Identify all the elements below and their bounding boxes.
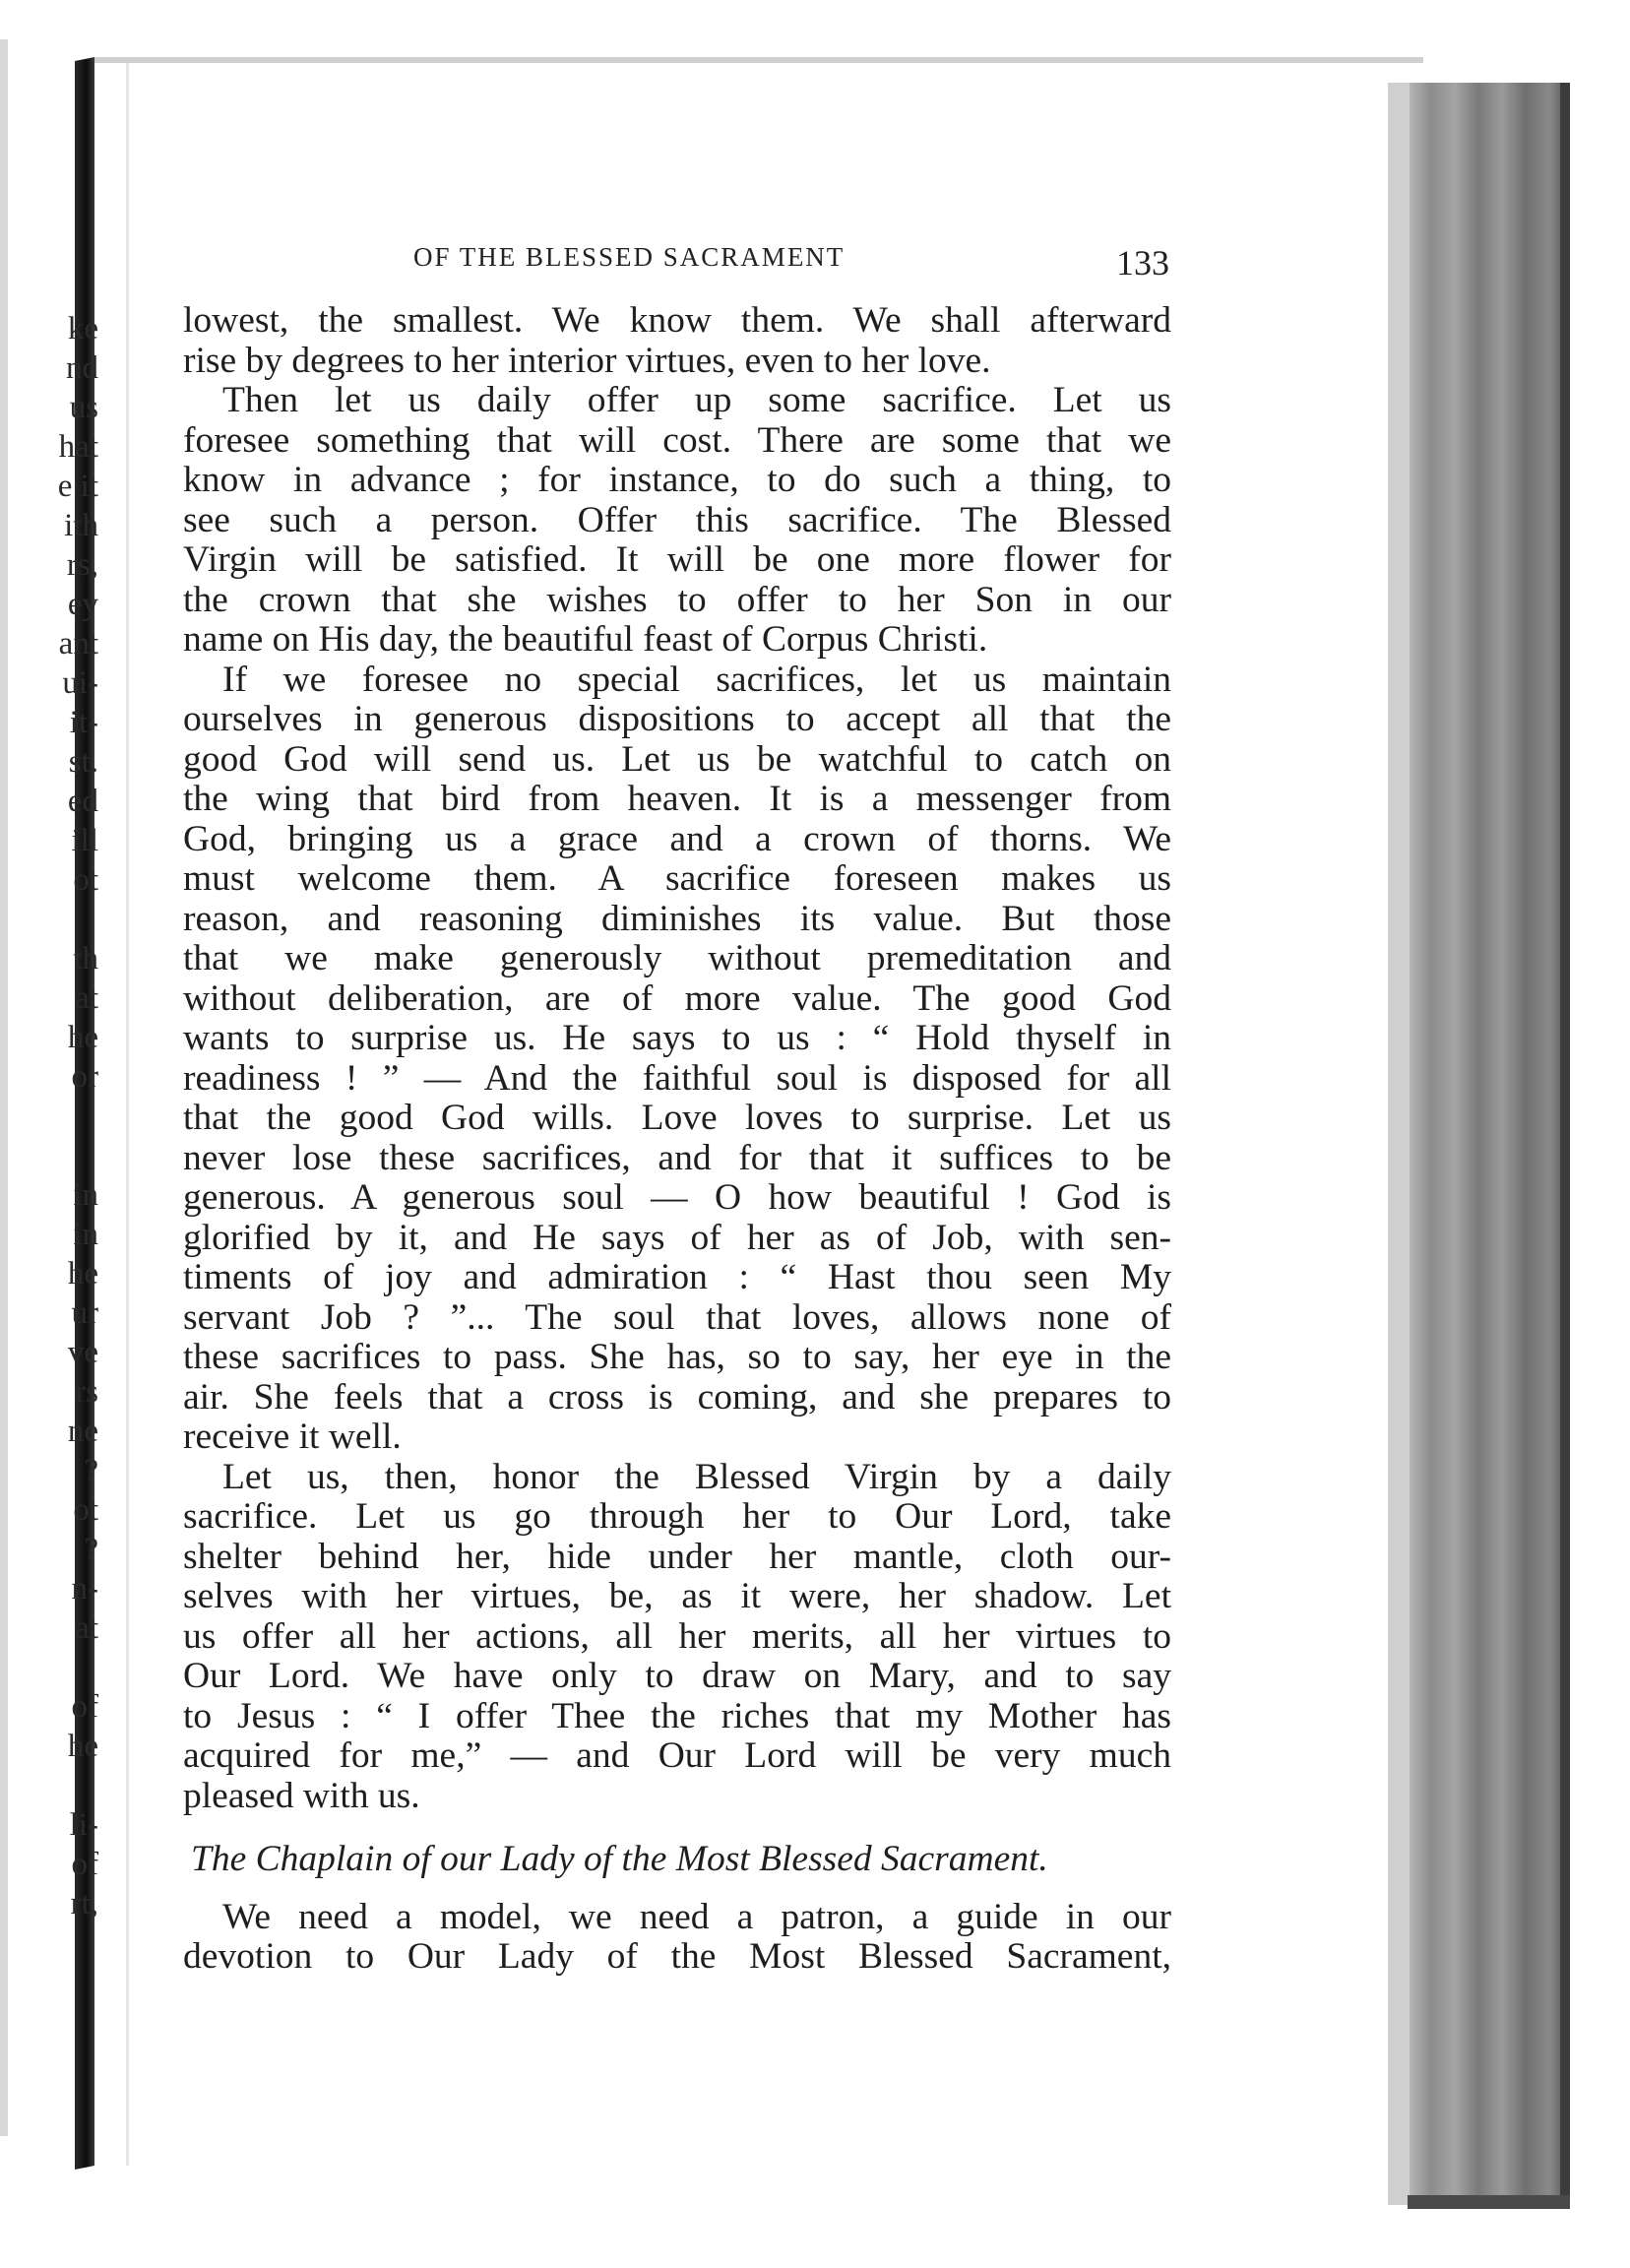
body-text: [183, 301, 1171, 1978]
text-line: acquired for me,” — and Our Lord will be very much: [183, 1736, 1171, 1776]
left-page-fragment: th: [73, 941, 98, 976]
left-page-fragment: n-: [71, 1571, 98, 1606]
left-page-fragment: ne: [67, 1414, 98, 1449]
paragraph-2: [183, 381, 1171, 661]
left-page-fragment: ur: [71, 1295, 98, 1331]
text-line: We need a model, we need a patron, a guide in our: [222, 1897, 1171, 1937]
paragraph-3: [183, 661, 1171, 1458]
left-page-fragment: li-: [69, 1807, 98, 1843]
text-line: to Jesus : “ I offer Thee the riches that my Mother has: [183, 1696, 1171, 1736]
page-number: 133: [1116, 243, 1169, 283]
left-page-fragment: of: [71, 1847, 98, 1882]
text-line: sacrifice. Let us go through her to Our Lord, take: [183, 1497, 1171, 1537]
text-line: the crown that she wishes to offer to her Son in our: [183, 580, 1171, 620]
text-line: reason, and reasoning diminishes its value. But those: [183, 899, 1171, 939]
text-line: readiness ! ” — And the faithful soul is disposed for all: [183, 1058, 1171, 1099]
text-line: timents of joy and admiration : “ Hast thou seen My: [183, 1258, 1171, 1297]
left-page-fragment: he: [67, 1256, 98, 1292]
text-line: ourselves in generous dispositions to accept all that the: [183, 700, 1171, 739]
left-page-fragment: it-: [69, 705, 98, 740]
paragraph-5: [183, 1898, 1171, 1978]
text-line: that we make generously without premeditation and: [183, 939, 1171, 978]
left-page-fragment: or: [71, 1059, 98, 1095]
page-top-border: [94, 57, 1423, 63]
left-page-fragment: ve: [67, 1335, 98, 1370]
left-page-fragment: ui-: [62, 665, 98, 701]
page-stack-dark-edge: [1560, 83, 1570, 2205]
text-line: Let us, then, honor the Blessed Virgin by a daily: [222, 1457, 1171, 1497]
left-page-fragment: ot: [73, 862, 98, 898]
page-stack-bottom: [1408, 2195, 1570, 2209]
text-line: shelter behind her, hide under her mantle, cloth our-: [183, 1537, 1171, 1577]
text-line: without deliberation, are of more value. The good God: [183, 978, 1171, 1019]
left-page-fragment: in: [73, 1217, 98, 1252]
left-page-fragment: ?: [84, 1532, 98, 1567]
text-line: us offer all her actions, all her merits, all her virtues to: [183, 1616, 1171, 1657]
text-line: God, bringing us a grace and a crown of thorns. We: [183, 819, 1171, 859]
left-page-fragment: hat: [58, 429, 98, 465]
text-line: generous. A generous soul — O how beautiful ! God is: [183, 1178, 1171, 1218]
text-line: If we foresee no special sacrifices, let us maintain: [222, 660, 1171, 700]
text-line: glorified by it, and He says of her as of Job, with sen-: [183, 1218, 1171, 1258]
left-page-fragment: rt,: [70, 1886, 98, 1922]
left-page-fragment: st.: [68, 744, 98, 780]
text-line: that the good God wills. Love loves to surprise. Let us: [183, 1099, 1171, 1138]
page-stack-edge: [1408, 83, 1565, 2205]
text-line: Our Lord. We have only to draw on Mary, and to say: [183, 1657, 1171, 1696]
text-line: these sacrifices to pass. She has, so to say, her eye in the: [183, 1338, 1171, 1377]
left-page-fragment: he: [67, 1020, 98, 1055]
left-page-fragment: us: [69, 390, 98, 425]
left-page-fragment: at: [75, 1610, 98, 1646]
left-page-fragment: ey: [67, 587, 98, 622]
left-page-fragment: of: [71, 1689, 98, 1725]
left-page-fragment: e it: [57, 469, 98, 504]
text-line: selves with her virtues, be, as it were, her shadow. Let: [183, 1577, 1171, 1616]
gutter-line: [126, 63, 129, 2166]
text-line: servant Job ? ”... The soul that loves, allows none of: [183, 1297, 1171, 1338]
text-line: rise by degrees to her interior virtues, even to her love.: [183, 341, 991, 381]
left-page-fragment: he: [67, 1729, 98, 1764]
left-page-fragment: nd: [66, 350, 98, 386]
text-line: lowest, the smallest. We know them. We shall afterward: [183, 301, 1171, 341]
text-line: pleased with us.: [183, 1776, 420, 1816]
left-page-fragment: at: [75, 980, 98, 1016]
left-page-fragment: ill: [71, 823, 98, 858]
text-line: Virgin will be satisfied. It will be one more flower for: [183, 540, 1171, 580]
text-line: air. She feels that a cross is coming, and she prepares to: [183, 1377, 1171, 1418]
left-page-fragments: [0, 0, 108, 2268]
left-page-fragment: ed: [67, 784, 98, 819]
left-page-fragment: ?: [84, 1453, 98, 1488]
page-stack-shadow: [1388, 83, 1410, 2205]
text-line: Then let us daily offer up some sacrifice. Let us: [222, 381, 1171, 420]
text-line: see such a person. Offer this sacrifice. The Blessed: [183, 500, 1171, 540]
left-page-fragment: ke: [67, 311, 98, 346]
left-page-fragment: ith: [64, 508, 98, 543]
text-line: never lose these sacrifices, and for that it suffices to be: [183, 1138, 1171, 1178]
text-line: foresee something that will cost. There are some that we: [183, 420, 1171, 461]
left-page-fragment: ant: [58, 626, 98, 662]
text-line: good God will send us. Let us be watchful to catch on: [183, 739, 1171, 780]
text-line: know in advance ; for instance, to do such a thing, to: [183, 461, 1171, 500]
text-line: must welcome them. A sacrifice foreseen makes us: [183, 859, 1171, 899]
text-line: name on His day, the beautiful feast of Corpus Christi.: [183, 620, 988, 660]
text-line: wants to surprise us. He says to us : “ Hold thyself in: [183, 1019, 1171, 1058]
text-line: receive it well.: [183, 1418, 402, 1457]
section-heading: The Chaplain of our Lady of the Most Blessed Sacrament.: [191, 1839, 1048, 1879]
left-page-fragment: ot: [73, 1492, 98, 1528]
text-line: the wing that bird from heaven. It is a messenger from: [183, 780, 1171, 819]
paragraph-1: [183, 301, 1171, 381]
left-page-fragment: rs: [75, 1374, 98, 1410]
text-line: devotion to Our Lady of the Most Blessed Sacrament,: [183, 1937, 1171, 1977]
left-page-fragment: in: [73, 1177, 98, 1213]
running-head: OF THE BLESSED SACRAMENT: [413, 242, 846, 272]
left-page-fragment: rs,: [66, 547, 98, 583]
paragraph-4: [183, 1458, 1171, 1817]
